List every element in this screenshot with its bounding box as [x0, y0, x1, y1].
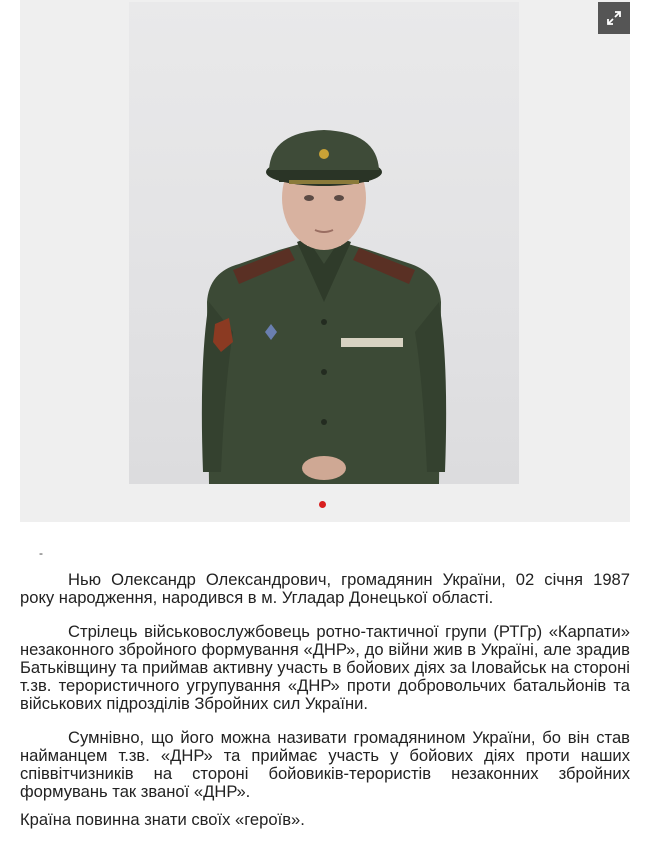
slide-indicator-dot[interactable]: [319, 501, 326, 508]
image-gallery: [20, 0, 630, 522]
expand-button[interactable]: [598, 2, 630, 34]
article-body: [20, 571, 630, 845]
article-paragraph: Нью Олександр Олександрович, громадянин України, 02 січня 1987 року народження, народився в м. Угладар Донецької області.: [20, 570, 630, 607]
article-paragraph: Стрілець військовослужбовець ротно-тактичної групи (РТГр) «Карпати» незаконного збройного формування «ДНР», до війни жив в Україні, але зрадив Батьківщину та приймав активну участь в бойових діях за Іловайськ на стороні т.зв. терористичного угрупування «ДНР» проти добровольчих батальйонів та військових підрозділів Збройних сил України.: [20, 622, 630, 713]
article-paragraph: Сумнівно, що його можна називати громадянином України, бо він став найманцем т.зв. «ДНР» та приймає участь у бойових діях проти наших співвітчизників на стороні бойовиків-терористів незаконних збройних формувань так званої «ДНР».: [20, 728, 630, 801]
soldier-portrait-image: [129, 2, 519, 484]
portrait-photo[interactable]: [129, 2, 519, 484]
expand-icon: [606, 10, 622, 26]
image-caption: -: [39, 546, 43, 560]
article-closing-line: Країна повинна знати своїх «героїв».: [20, 810, 305, 829]
